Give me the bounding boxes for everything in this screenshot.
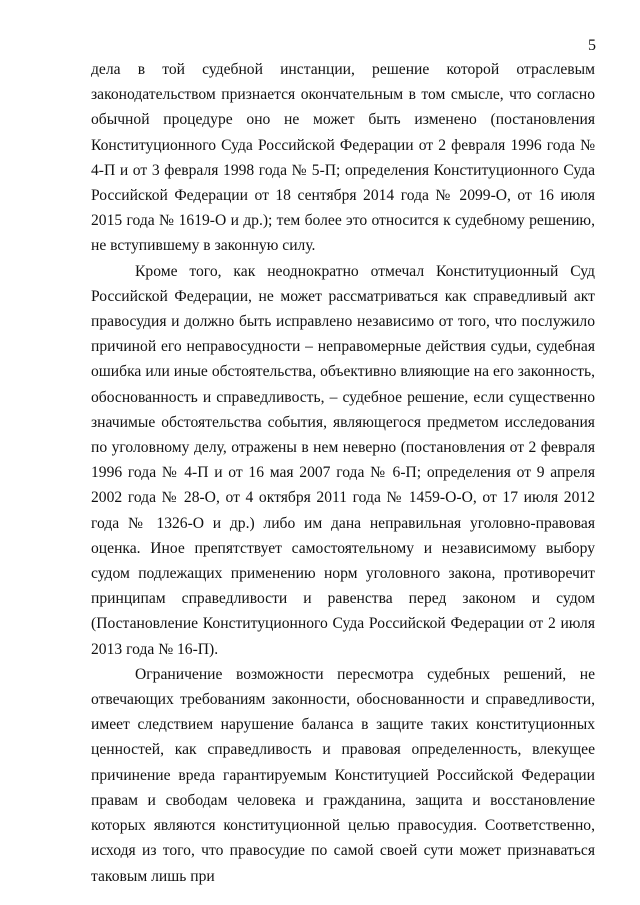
document-body <box>91 57 595 889</box>
paragraph-1: дела в той судебной инстанции, решение которой отраслевым законодательством признается окончательным в том смысле, что согласно обычной процедуре оно не может быть изменено (постановления Конституционного Суда Российской Федерации от 2 февраля 1996 года № 4-П и от 3 февраля 1998 года № 5-П; определения Конституционного Суда Российской Федерации от 18 сентября 2014 года № 2099-О, от 16 июля 2015 года № 1619-О и др.); тем более это относится к судебному решению, не вступившему в законную силу. <box>91 61 595 255</box>
paragraph-2: Кроме того, как неоднократно отмечал Конституционный Суд Российской Федерации, не может рассматриваться как справедливый акт правосудия и должно быть исправлено независимо от того, что послужило причиной его неправосудности – неправомерные действия судьи, судебная ошибка или иные обстоятельства, объективно влияющие на его законность, обоснованность и справедливость, – судебное решение, если существенно значимые обстоятельства события, являющегося предметом исследования по уголовному делу, отражены в нем неверно (постановления от 2 февраля 1996 года № 4-П и от 16 мая 2007 года № 6-П; определения от 9 апреля 2002 года № 28-О, от 4 октября 2011 года № 1459-О-О, от 17 июля 2012 года № 1326-О и др.) либо им дана неправильная уголовно-правовая оценка. Иное препятствует самостоятельному и независимому выбору судом подлежащих применению норм уголовного закона, противоречит принципам справедливости и равенства перед законом и судом (Постановление Конституционного Суда Российской Федерации от 2 июля 2013 года № 16-П). <box>91 262 595 658</box>
paragraph-3: Ограничение возможности пересмотра судебных решений, не отвечающих требованиям законности, обоснованности и справедливости, имеет следствием нарушение баланса в защите таких конституционных ценностей, как справедливость и правовая определенность, влекущее причинение вреда гарантируемым Конституцией Российской Федерации правам и свободам человека и гражданина, защита и восстановление которых являются конституционной целью правосудия. Соответственно, исходя из того, что правосудие по самой своей сути может признаваться таковым лишь при <box>91 665 595 885</box>
page-number: 5 <box>588 37 596 54</box>
